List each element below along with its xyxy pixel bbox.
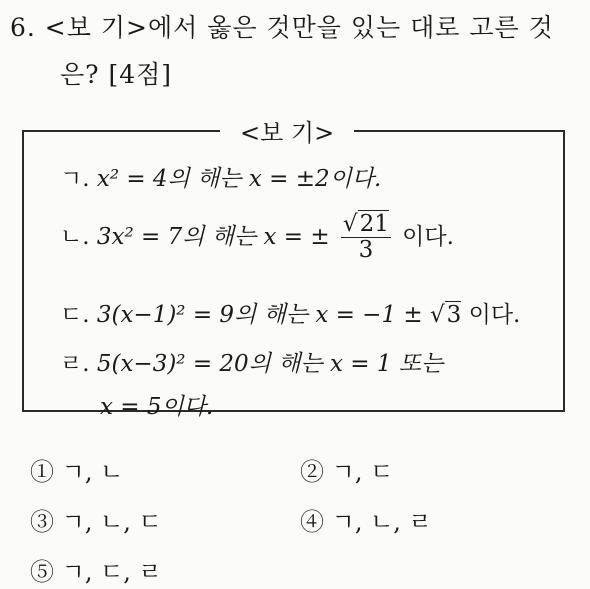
bogi-item-tail: 이다. — [468, 302, 521, 328]
bogi-item-text: 5(x−3)² = 20의 해는 x = 1 또는 — [96, 351, 444, 377]
sqrt-sign: √ — [342, 211, 358, 237]
bogi-item-lead: 3x² = 7의 해는 x = ± — [96, 223, 330, 250]
bogi-item-label: ㄷ. — [60, 302, 90, 328]
square-root: √3 — [430, 302, 462, 328]
choice-number: ⑤ — [30, 558, 54, 586]
choice-text: ㄱ, ㄷ — [331, 458, 394, 486]
bogi-item-nieun — [60, 212, 454, 264]
fraction-denominator: 3 — [358, 237, 374, 264]
bogi-item-lead: 3(x−1)² = 9의 해는 x = −1 ± — [96, 302, 423, 328]
bogi-item-text: x² = 4의 해는 x = ±2이다. — [96, 166, 382, 192]
choice-2[interactable] — [300, 452, 393, 487]
bogi-item-digeut — [60, 296, 520, 329]
choice-number: ① — [30, 458, 54, 486]
choice-text: ㄱ, ㄴ, ㄷ — [61, 508, 162, 536]
choice-number: ③ — [30, 508, 54, 536]
choice-number: ② — [300, 458, 324, 486]
bogi-item-label: ㄹ. — [60, 351, 90, 377]
choice-text: ㄱ, ㄷ, ㄹ — [61, 558, 162, 586]
bogi-item-label: ㄱ. — [60, 166, 90, 192]
bogi-item-rieul — [60, 345, 443, 378]
choice-text: ㄱ, ㄴ — [61, 458, 124, 486]
bogi-item-giyeok — [60, 160, 381, 193]
choice-text: ㄱ, ㄴ, ㄹ — [331, 508, 432, 536]
bogi-item-label: ㄴ. — [60, 223, 90, 250]
choice-3[interactable] — [30, 502, 162, 537]
bogi-item-rieul-continued: x = 5이다. — [100, 394, 214, 420]
choice-5[interactable] — [30, 552, 162, 587]
choice-1[interactable] — [30, 452, 123, 487]
bogi-title: <보 기> — [220, 113, 354, 148]
bogi-item-tail: 이다. — [402, 223, 454, 250]
fraction-numerator-radicand: 21 — [359, 211, 389, 237]
question-stem-line1: 6. <보 기>에서 옳은 것만을 있는 대로 고른 것 — [10, 13, 554, 42]
fraction — [341, 212, 391, 264]
choice-number: ④ — [300, 508, 324, 536]
radicand: 3 — [446, 302, 462, 328]
question-stem-line2: 은? [4점] — [60, 60, 173, 89]
choice-4[interactable] — [300, 502, 432, 537]
